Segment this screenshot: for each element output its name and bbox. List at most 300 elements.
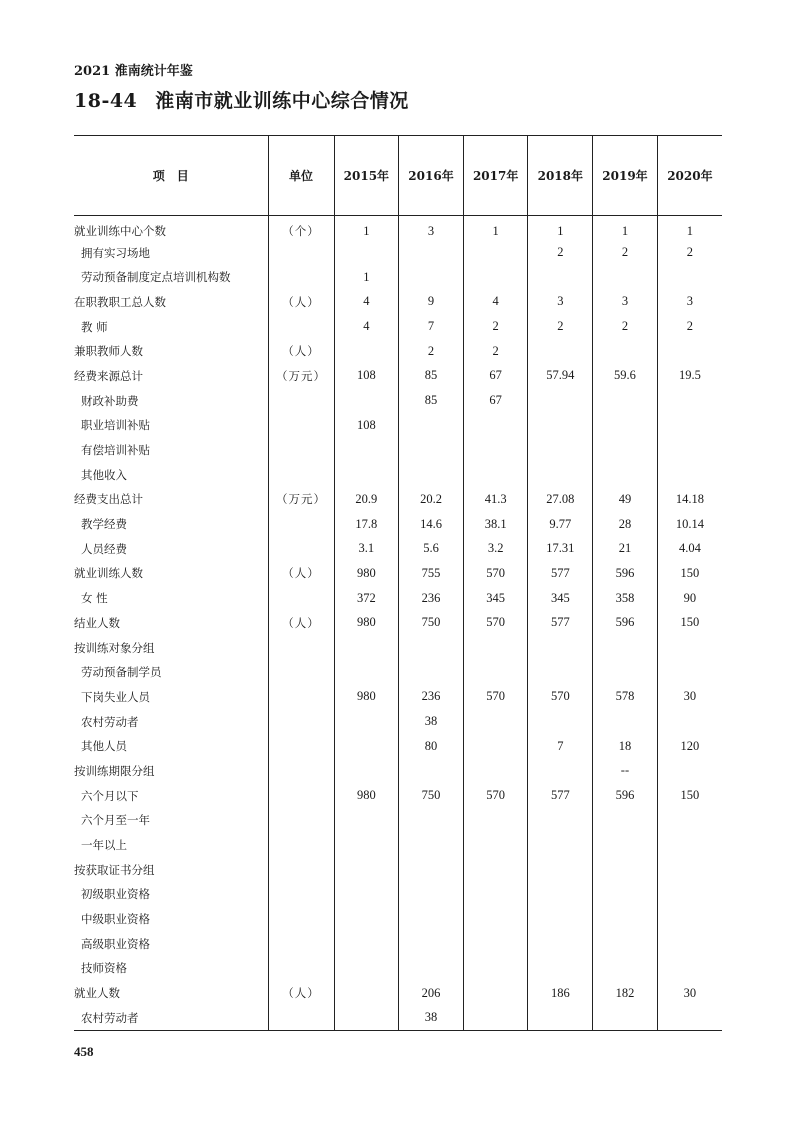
cell-2019: 3: [593, 290, 658, 315]
cell-2018: 17.31: [528, 536, 593, 561]
cell-2020: 150: [657, 561, 722, 586]
cell-2015: [334, 759, 399, 784]
cell-2015: 108: [334, 364, 399, 389]
row-item-label: 拥有实习场地: [81, 245, 150, 260]
row-unit: （人）: [268, 611, 334, 636]
cell-2015: [334, 882, 399, 907]
cell-2015: 980: [334, 561, 399, 586]
column-header-2016: 2016年: [399, 136, 464, 216]
cell-2020: [657, 265, 722, 290]
cell-2018: [528, 882, 593, 907]
cell-2018: [528, 857, 593, 882]
cell-2015: 980: [334, 783, 399, 808]
cell-2015: 4: [334, 290, 399, 315]
row-unit: （万元）: [268, 364, 334, 389]
cell-2018: 57.94: [528, 364, 593, 389]
cell-2020: 14.18: [657, 487, 722, 512]
row-unit: （人）: [268, 981, 334, 1006]
cell-2015: 20.9: [334, 487, 399, 512]
header-row: [74, 136, 722, 216]
table-row: [74, 783, 722, 808]
table-number: 18-44: [74, 90, 138, 112]
row-unit: [268, 956, 334, 981]
row-unit: [268, 240, 334, 265]
cell-2015: [334, 462, 399, 487]
cell-2019: [593, 388, 658, 413]
cell-2019: [593, 931, 658, 956]
table-row: [74, 290, 722, 315]
cell-2017: 67: [463, 364, 528, 389]
cell-2019: [593, 833, 658, 858]
row-unit: [268, 635, 334, 660]
cell-2017: [463, 462, 528, 487]
table-row: [74, 833, 722, 858]
table-row: [74, 512, 722, 537]
cell-2019: 49: [593, 487, 658, 512]
cell-2019: 596: [593, 611, 658, 636]
row-unit: [268, 660, 334, 685]
column-header-2017: 2017年: [463, 136, 528, 216]
cell-2019: 596: [593, 561, 658, 586]
cell-2020: 2: [657, 240, 722, 265]
cell-2018: 3: [528, 290, 593, 315]
row-unit: [268, 265, 334, 290]
row-item-label: 财政补助费: [81, 393, 139, 408]
cell-2019: [593, 808, 658, 833]
cell-2016: 750: [399, 783, 464, 808]
row-unit: [268, 709, 334, 734]
cell-2018: [528, 388, 593, 413]
cell-2019: [593, 339, 658, 364]
cell-2017: [463, 265, 528, 290]
cell-2017: 4: [463, 290, 528, 315]
row-item-label: 一年以上: [81, 838, 127, 853]
cell-2020: [657, 709, 722, 734]
row-item-label: 中级职业资格: [81, 912, 150, 927]
row-unit: [268, 413, 334, 438]
cell-2020: [657, 388, 722, 413]
table-row: [74, 586, 722, 611]
cell-2015: [334, 660, 399, 685]
cell-2016: 85: [399, 388, 464, 413]
cell-2019: 358: [593, 586, 658, 611]
row-item-label: 高级职业资格: [81, 936, 150, 951]
cell-2018: [528, 438, 593, 463]
cell-2016: 7: [399, 314, 464, 339]
row-unit: [268, 1006, 334, 1031]
cell-2018: [528, 759, 593, 784]
cell-2018: 2: [528, 240, 593, 265]
row-unit: [268, 907, 334, 932]
cell-2015: 17.8: [334, 512, 399, 537]
row-item-label: 教 师: [81, 319, 108, 334]
cell-2017: 2: [463, 314, 528, 339]
table-row: [74, 314, 722, 339]
cell-2020: [657, 907, 722, 932]
cell-2016: [399, 833, 464, 858]
cell-2017: 570: [463, 685, 528, 710]
cell-2017: [463, 413, 528, 438]
row-unit: [268, 536, 334, 561]
table-row: [74, 685, 722, 710]
cell-2019: [593, 413, 658, 438]
table-title: [74, 86, 409, 113]
cell-2017: 1: [463, 216, 528, 241]
cell-2017: [463, 833, 528, 858]
cell-2015: [334, 709, 399, 734]
row-item-label: 劳动预备制学员: [81, 665, 162, 680]
table-row: [74, 808, 722, 833]
cell-2017: [463, 808, 528, 833]
row-item-label: 六个月至一年: [81, 813, 150, 828]
cell-2018: 577: [528, 611, 593, 636]
column-header-2015: 2015年: [334, 136, 399, 216]
cell-2016: [399, 635, 464, 660]
row-item-label: 有偿培训补贴: [81, 443, 150, 458]
cell-2016: [399, 759, 464, 784]
cell-2018: 9.77: [528, 512, 593, 537]
cell-2019: 182: [593, 981, 658, 1006]
row-item-label: 农村劳动者: [74, 1006, 268, 1031]
cell-2020: [657, 857, 722, 882]
cell-2016: [399, 660, 464, 685]
row-unit: [268, 388, 334, 413]
column-header-2018: 2018年: [528, 136, 593, 216]
row-item-label: 劳动预备制度定点培训机构数: [81, 270, 231, 285]
cell-2015: 1: [334, 265, 399, 290]
cell-2019: [593, 660, 658, 685]
cell-2019: 1: [593, 216, 658, 241]
cell-2018: 186: [528, 981, 593, 1006]
cell-2017: [463, 660, 528, 685]
cell-2020: [657, 462, 722, 487]
cell-2016: [399, 413, 464, 438]
table-row: [74, 956, 722, 981]
table-row: [74, 981, 722, 1006]
cell-2015: 108: [334, 413, 399, 438]
cell-2017: [463, 438, 528, 463]
cell-2018: 1: [528, 216, 593, 241]
row-unit: [268, 314, 334, 339]
cell-2015: [334, 833, 399, 858]
cell-2018: 577: [528, 561, 593, 586]
cell-2019: [593, 709, 658, 734]
cell-2017: 570: [463, 561, 528, 586]
cell-2016: 2: [399, 339, 464, 364]
row-item-label: 结业人数: [74, 615, 120, 630]
cell-2015: 980: [334, 611, 399, 636]
cell-2016: [399, 956, 464, 981]
cell-2016: 236: [399, 685, 464, 710]
row-item-label: 职业培训补贴: [81, 418, 150, 433]
cell-2018: [528, 808, 593, 833]
cell-2020: 30: [657, 981, 722, 1006]
cell-2016: 236: [399, 586, 464, 611]
cell-2019: 59.6: [593, 364, 658, 389]
cell-2018: [528, 635, 593, 660]
cell-2020: 120: [657, 734, 722, 759]
cell-2016: 85: [399, 364, 464, 389]
cell-2018: [528, 931, 593, 956]
table-row: [74, 561, 722, 586]
cell-2016: 206: [399, 981, 464, 1006]
cell-2020: 3: [657, 290, 722, 315]
cell-2019: 28: [593, 512, 658, 537]
cell-2019: [593, 907, 658, 932]
cell-2015: [334, 956, 399, 981]
cell-2020: [657, 438, 722, 463]
table-row: [74, 931, 722, 956]
cell-2017: 345: [463, 586, 528, 611]
cell-2018: [528, 339, 593, 364]
row-item-label: 女 性: [81, 591, 108, 606]
cell-2019: [593, 635, 658, 660]
table-body: [74, 216, 722, 1031]
cell-2016: 9: [399, 290, 464, 315]
cell-2015: [334, 907, 399, 932]
row-unit: [268, 685, 334, 710]
table-row: [74, 1006, 722, 1031]
table-row: [74, 734, 722, 759]
cell-2015: [334, 388, 399, 413]
cell-2020: [657, 833, 722, 858]
row-item-label: 下岗失业人员: [81, 689, 150, 704]
row-unit: [268, 759, 334, 784]
cell-2020: 2: [657, 314, 722, 339]
cell-2019: [593, 462, 658, 487]
row-item-label: 技师资格: [81, 961, 127, 976]
cell-2015: 980: [334, 685, 399, 710]
cell-2016: [399, 808, 464, 833]
cell-2016: [399, 438, 464, 463]
page-number: 458: [74, 1044, 94, 1059]
cell-2017: [463, 240, 528, 265]
cell-2020: [657, 759, 722, 784]
table-row: [74, 907, 722, 932]
cell-2015: [334, 734, 399, 759]
cell-2018: 7: [528, 734, 593, 759]
table-row: [74, 635, 722, 660]
row-item-label: 就业训练人数: [74, 566, 143, 581]
cell-2016: [399, 265, 464, 290]
cell-2017: 2: [463, 339, 528, 364]
cell-2016: 755: [399, 561, 464, 586]
cell-2020: [657, 931, 722, 956]
cell-2017: [463, 956, 528, 981]
row-item-label: 就业训练中心个数: [74, 224, 166, 239]
table-row: [74, 487, 722, 512]
row-unit: [268, 857, 334, 882]
cell-2020: 90: [657, 586, 722, 611]
cell-2019: [593, 882, 658, 907]
table-row: [74, 240, 722, 265]
table-row: [74, 660, 722, 685]
row-item-label: 经费支出总计: [74, 492, 143, 507]
cell-2016: [399, 857, 464, 882]
row-item-label: 经费来源总计: [74, 368, 143, 383]
cell-2018: [528, 413, 593, 438]
cell-2018: [528, 660, 593, 685]
cell-2020: [657, 339, 722, 364]
statistics-table: [74, 135, 722, 1031]
cell-2018: 27.08: [528, 487, 593, 512]
row-unit: （个）: [268, 216, 334, 241]
cell-2015: 372: [334, 586, 399, 611]
cell-2016: 38: [399, 1006, 464, 1031]
table-row: [74, 759, 722, 784]
table-row: [74, 882, 722, 907]
cell-2017: 570: [463, 611, 528, 636]
row-unit: [268, 931, 334, 956]
cell-2020: 1: [657, 216, 722, 241]
cell-2018: [528, 907, 593, 932]
row-unit: [268, 808, 334, 833]
table-row: [74, 413, 722, 438]
cell-2019: [593, 857, 658, 882]
table-row: [74, 265, 722, 290]
cell-2019: --: [593, 759, 658, 784]
cell-2015: 3.1: [334, 536, 399, 561]
row-item-label: 就业人数: [74, 986, 120, 1001]
row-unit: （人）: [268, 561, 334, 586]
table-row: [74, 388, 722, 413]
row-item-label: 其他人员: [81, 739, 127, 754]
cell-2017: [463, 981, 528, 1006]
row-unit: [268, 734, 334, 759]
cell-2020: 30: [657, 685, 722, 710]
cell-2019: 2: [593, 240, 658, 265]
cell-2020: [657, 635, 722, 660]
cell-2018: [528, 1006, 593, 1031]
cell-2016: 5.6: [399, 536, 464, 561]
cell-2015: [334, 857, 399, 882]
cell-2017: [463, 709, 528, 734]
cell-2017: [463, 635, 528, 660]
table-title-text: 淮南市就业训练中心综合情况: [155, 90, 409, 112]
row-unit: （万元）: [268, 487, 334, 512]
cell-2019: 21: [593, 536, 658, 561]
row-unit: （人）: [268, 339, 334, 364]
row-item-label: 按获取证书分组: [74, 862, 155, 877]
cell-2019: 596: [593, 783, 658, 808]
cell-2017: [463, 857, 528, 882]
cell-2015: [334, 981, 399, 1006]
cell-2016: [399, 931, 464, 956]
row-unit: [268, 438, 334, 463]
column-header-2020: 2020年: [657, 136, 722, 216]
cell-2017: [463, 907, 528, 932]
cell-2016: 3: [399, 216, 464, 241]
cell-2016: 750: [399, 611, 464, 636]
cell-2020: 19.5: [657, 364, 722, 389]
cell-2020: [657, 413, 722, 438]
row-item-label: 按训练对象分组: [74, 640, 155, 655]
table-row: [74, 438, 722, 463]
cell-2018: [528, 956, 593, 981]
column-header-unit: 单位: [268, 136, 334, 216]
cell-2017: 570: [463, 783, 528, 808]
cell-2015: [334, 1006, 399, 1031]
cell-2020: [657, 1006, 722, 1031]
cell-2018: [528, 833, 593, 858]
table-row: [74, 364, 722, 389]
cell-2020: [657, 660, 722, 685]
cell-2016: [399, 907, 464, 932]
cell-2020: [657, 882, 722, 907]
row-item-label: 人员经费: [81, 541, 127, 556]
row-item-label: 六个月以下: [81, 788, 139, 803]
cell-2019: 18: [593, 734, 658, 759]
table-row: [74, 857, 722, 882]
cell-2015: [334, 438, 399, 463]
cell-2019: [593, 438, 658, 463]
cell-2017: 41.3: [463, 487, 528, 512]
row-unit: （人）: [268, 290, 334, 315]
cell-2018: 2: [528, 314, 593, 339]
cell-2020: 10.14: [657, 512, 722, 537]
cell-2015: [334, 808, 399, 833]
cell-2018: [528, 709, 593, 734]
column-header-2019: 2019年: [593, 136, 658, 216]
row-item-label: 按训练期限分组: [74, 763, 155, 778]
cell-2016: 80: [399, 734, 464, 759]
table-row: [74, 611, 722, 636]
cell-2018: [528, 265, 593, 290]
cell-2015: [334, 240, 399, 265]
cell-2016: 14.6: [399, 512, 464, 537]
cell-2017: 67: [463, 388, 528, 413]
cell-2018: 570: [528, 685, 593, 710]
cell-2016: 20.2: [399, 487, 464, 512]
row-unit: [268, 882, 334, 907]
cell-2017: 3.2: [463, 536, 528, 561]
row-item-label: 农村劳动者: [81, 714, 139, 729]
row-unit: [268, 783, 334, 808]
cell-2017: [463, 882, 528, 907]
table-row: [74, 536, 722, 561]
cell-2020: [657, 956, 722, 981]
cell-2017: [463, 759, 528, 784]
cell-2015: 1: [334, 216, 399, 241]
cell-2019: [593, 1006, 658, 1031]
cell-2018: 345: [528, 586, 593, 611]
cell-2020: 4.04: [657, 536, 722, 561]
cell-2016: [399, 462, 464, 487]
row-unit: [268, 833, 334, 858]
cell-2016: [399, 882, 464, 907]
table-row: [74, 709, 722, 734]
cell-2017: 38.1: [463, 512, 528, 537]
cell-2015: 4: [334, 314, 399, 339]
cell-2018: [528, 462, 593, 487]
column-header-item: 项 目: [74, 136, 268, 216]
cell-2015: [334, 931, 399, 956]
cell-2018: 577: [528, 783, 593, 808]
cell-2015: [334, 635, 399, 660]
cell-2015: [334, 339, 399, 364]
table-row: [74, 216, 722, 241]
cell-2016: 38: [399, 709, 464, 734]
cell-2017: [463, 1006, 528, 1031]
table-row: [74, 462, 722, 487]
cell-2017: [463, 931, 528, 956]
cell-2019: 2: [593, 314, 658, 339]
cell-2019: [593, 956, 658, 981]
row-item-label: 教学经费: [81, 517, 127, 532]
table-row: [74, 339, 722, 364]
row-item-label: 初级职业资格: [81, 887, 150, 902]
row-unit: [268, 586, 334, 611]
